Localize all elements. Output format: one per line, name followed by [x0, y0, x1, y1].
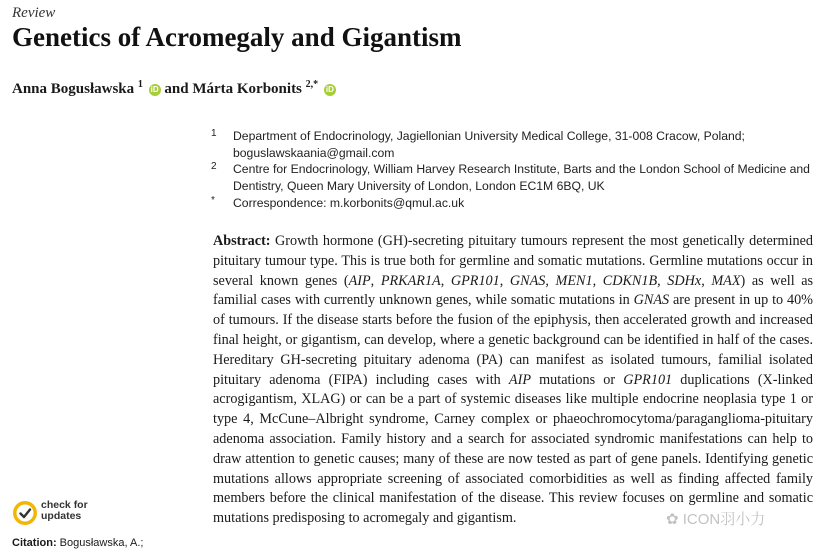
gene-name: GPR101 [623, 371, 673, 388]
gene-name: GNAS [633, 292, 670, 309]
article-title: Genetics of Acromegaly and Gigantism [12, 22, 462, 52]
abstract-text: Growth hormone (GH)-secreting pituitary tumours represent the most genetically determined pituitary tumour type. This is true both for germline and somatic mutations. Germline mutations occur in several known genes ( [213, 233, 813, 289]
affiliation-mark: 2 [211, 161, 217, 172]
affiliation-text: Department of Endocrinology, Jagiellonian University Medical College, 31-008 Cracow, Poland; boguslawskaania@gmail.com [233, 129, 745, 160]
gene-name: PRKAR1A [380, 272, 441, 289]
author-affiliation-mark: 1 [137, 79, 143, 90]
abstract-text: , [592, 272, 603, 289]
abstract-text: , [370, 272, 381, 289]
author-line [12, 79, 336, 98]
abstract-text: , [701, 272, 712, 289]
gene-name: AIP [348, 272, 371, 289]
affiliation-text: Centre for Endocrinology, William Harvey Research Institute, Barts and the London School of Medicine and Dentistry, Queen Mary University of London, London EC1M 6BQ, UK [233, 162, 810, 193]
author-connector: and [164, 81, 189, 97]
citation-line [12, 537, 143, 549]
gene-name: GPR101 [450, 272, 500, 289]
abstract-text: , [657, 272, 668, 289]
orcid-icon[interactable]: iD [150, 85, 159, 94]
citation-label: Citation: [12, 537, 57, 549]
citation-text: Bogusławska, A.; [59, 537, 144, 549]
gene-name: GNAS [509, 272, 546, 289]
check-updates-line: updates [41, 510, 82, 522]
abstract-text: mutations or [530, 371, 624, 388]
watermark-text: ICON羽小力 [682, 511, 766, 528]
gene-name: AIP [508, 371, 531, 388]
abstract-text: , [499, 272, 510, 289]
abstract-paragraph [213, 232, 813, 529]
gene-name: MEN1 [555, 272, 593, 289]
author-affiliation-mark: 2,* [305, 79, 319, 90]
abstract-text: ) as well as familial cases with currently unknown genes, while somatic mutations in [213, 272, 814, 309]
gene-name: SDHx [667, 272, 702, 289]
abstract-text: , [440, 272, 451, 289]
watermark [666, 508, 765, 529]
watermark-icon: ✿ [666, 511, 679, 528]
abstract-text: , [545, 272, 556, 289]
article-type: Review [12, 5, 56, 21]
author-name[interactable]: Anna Bogusławska [12, 81, 135, 97]
affiliation-mark: 1 [211, 128, 217, 139]
affiliation-mark: * [211, 195, 215, 206]
affiliation-text: Correspondence: m.korbonits@qmul.ac.uk [233, 196, 465, 210]
check-updates-icon [12, 500, 38, 526]
abstract-label: Abstract: [213, 233, 271, 249]
author-name[interactable]: Márta Korbonits [192, 81, 302, 97]
orcid-icon[interactable]: iD [325, 85, 334, 94]
check-updates-label [41, 500, 88, 522]
check-updates-line: check for [41, 499, 88, 511]
gene-name: MAX [711, 272, 741, 289]
gene-name: CDKN1B [602, 272, 658, 289]
abstract-text: duplications (X-linked acrogigantism, XLAG) or can be a part of systemic diseases like multiple endocrine neoplasia type 1 or type 4, McCune–Albright syndrome, Carney complex or phaeochromocytoma/paraganglioma-pituitary adenoma association. Family history and a search for associated syndromic manifestations can help to draw attention to genetic causes; many of these are now tested as part of gene panels. Identifying genetic mutations allows appropriate screening of associated comorbidities as well as finding affected family members before the clinical manifestation of the disease. This review focuses on germline and somatic mutations predisposing to acromegaly and gigantism. [213, 371, 813, 527]
abstract-text: are present in up to 40% of tumours. If the disease starts before the fusion of the epiphysis, then accelerated growth and increased final height, or gigantism, can develop, where a genetic background can be identified in half of the cases. Hereditary GH-secreting pituitary adenoma (PA) can manifest as isolated tumours, familial isolated pituitary adenoma (FIPA) including cases with [213, 292, 813, 388]
